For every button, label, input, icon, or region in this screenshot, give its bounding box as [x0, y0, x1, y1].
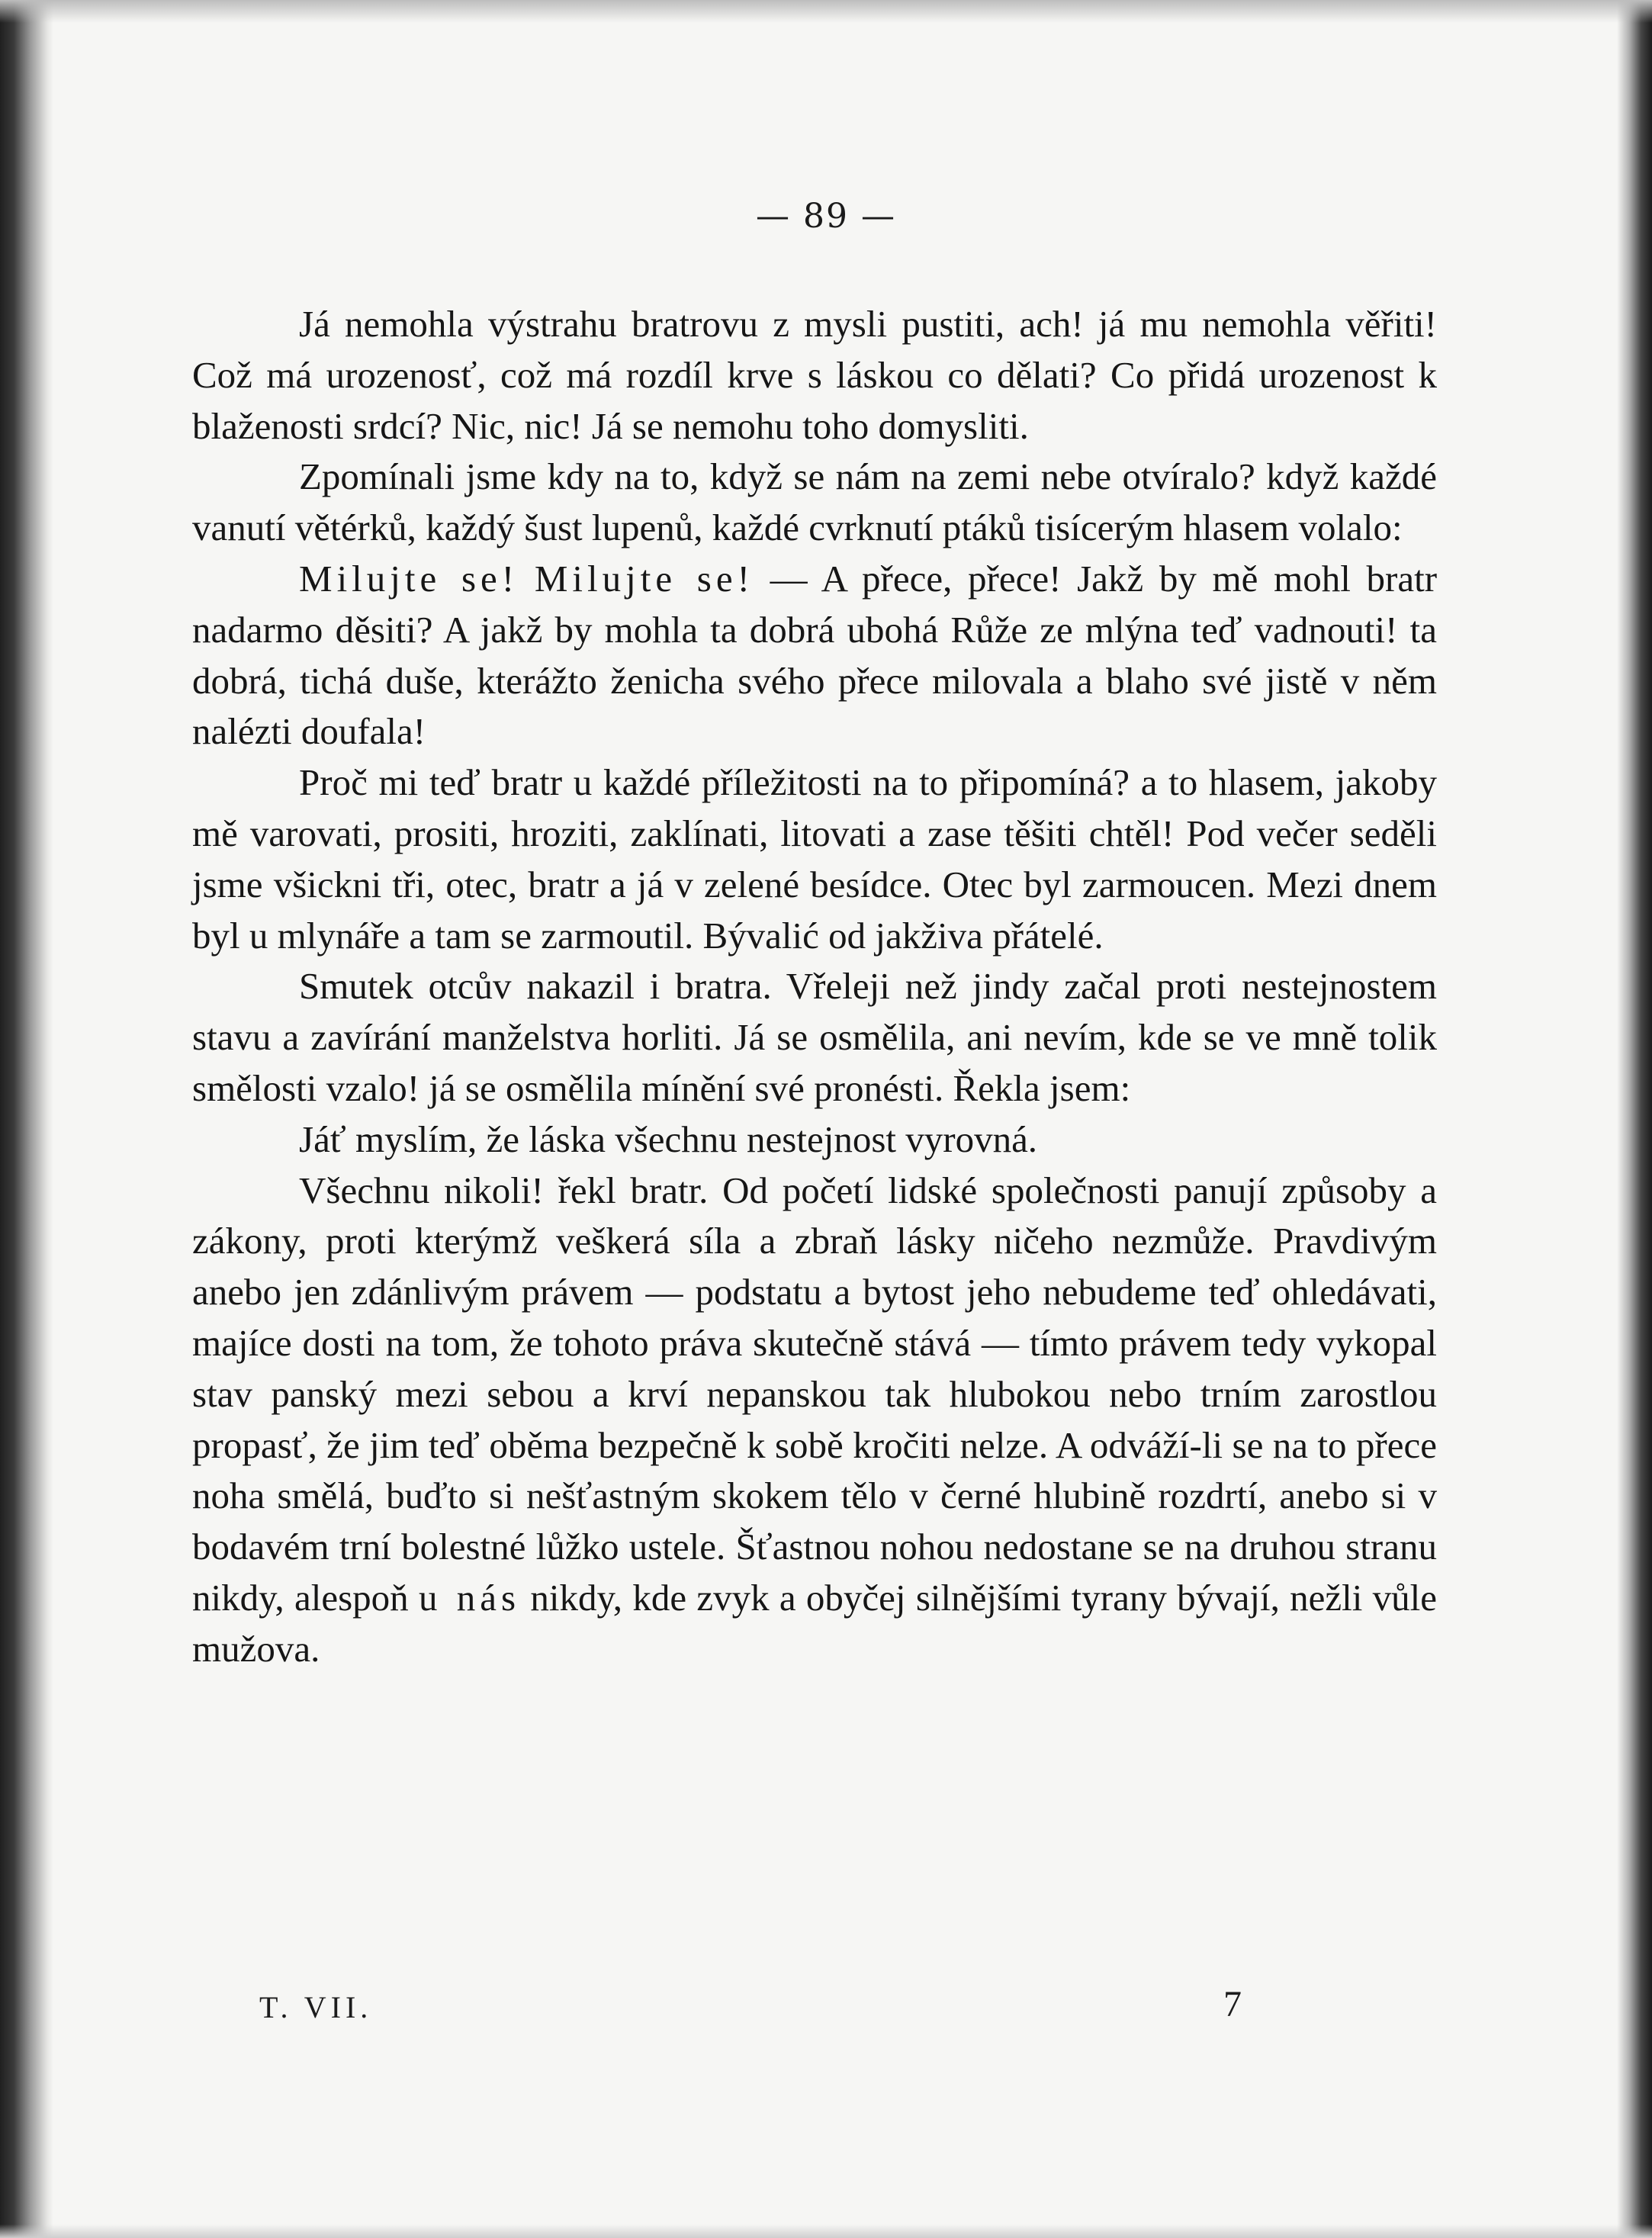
- paragraph-7-text: Všechnu nikoli! řekl bratr. Od početí lidské společnosti panují způsoby a zákony, proti kterýmž veškerá síla a zbraň lásky ničeho nezmůže. Pravdivým anebo jen zdánlivým právem — podstatu a bytost jeho nebudeme teď ohledávati, majíce dosti na tom, že tohoto práva skutečně stává — tímto právem tedy vykopal stav panský mezi sebou a krví nepanskou tak hlubokou nebo trním zarostlou propasť, že jim teď oběma bezpečně k sobě kročiti nelze. A odváží-li se na to přece noha smělá, buďto si nešťastným skokem tělo v černé hlubině rozdrtí, anebo si v bodavém trní bolestné lůžko ustele. Šťastnou nohou nedostane se na druhou stranu nikdy,: [192, 1169, 1437, 1619]
- scan-right-edge: [1617, 0, 1652, 2238]
- paragraph-7-end: nikdy, kde zvyk a obyčej silnějšími tyrany bývají, nežli vůle mužova.: [192, 1576, 1438, 1670]
- emphasis-milujte-1: Milujte se!: [299, 557, 519, 600]
- body-text: [192, 299, 1437, 1675]
- word-alespon: alespoň: [294, 1576, 409, 1619]
- page-number: — 89 —: [756, 197, 896, 236]
- em-dash: —: [770, 557, 808, 600]
- scan-bottom-edge: [0, 2224, 1652, 2238]
- paragraph-4: Proč mi teď bratr u každé příležitosti na to připomíná? a to hlasem, jakoby mě varovati, prositi, hroziti, zaklínati, litovati a zase těšiti chtěl! Pod večer seděli jsme všickni tři, otec, bratr a já v zelené besídce. Otec byl zarmoucen. Mezi dnem byl u mlynáře a tam se zarmoutil. Bývalić od jakživa přátelé.: [192, 761, 1437, 957]
- paragraph-2: Zpomínali jsme kdy na to, když se nám na zemi nebe otvíralo? když každé vanutí větérků, každý šust lupenů, každé cvrknutí ptáků tisícerým hlasem volalo:: [192, 455, 1437, 549]
- emphasis-milujte-2: Milujte se!: [534, 557, 754, 600]
- scan-left-edge: [0, 0, 53, 2238]
- scan-top-edge: [0, 0, 1652, 23]
- paragraph-5: Smutek otcův nakazil i bratra. Vřeleji než jindy začal proti nestejnostem stavu a zavírání manželstva horliti. Já se osmělila, ani nevím, kde se ve mně tolik smělosti vzalo! já se osmělila mínění své pronésti. Řekla jsem:: [192, 965, 1437, 1109]
- emphasis-u-nas: u nás: [418, 1576, 521, 1619]
- paragraph-7: [192, 1166, 1437, 1675]
- paragraph-3: [192, 554, 1437, 757]
- paragraph-3-text: A přece, přece! Jakž by mě mohl bratr nadarmo děsiti? A jakž by mohla ta dobrá ubohá Růže ze mlýna teď vadnouti! ta dobrá, tichá duše, kterážto ženicha svého přece milovala a blaho své jistě v něm nalézti doufala!: [192, 557, 1438, 753]
- paragraph-1: Já nemohla výstrahu bratrovu z mysli pustiti, ach! já mu nemohla věřiti! Což má urozenosť, což má rozdíl krve s láskou co dělati? Co přidá urozenost k blaženosti srdcí? Nic, nic! Já se nemohu toho domysliti.: [192, 303, 1437, 447]
- sheet-number: 7: [1223, 1984, 1242, 2024]
- printer-signature: T. VII.: [259, 1990, 373, 2024]
- paragraph-6: Jáť myslím, že láska všechnu nestejnost vyrovná.: [299, 1117, 1038, 1160]
